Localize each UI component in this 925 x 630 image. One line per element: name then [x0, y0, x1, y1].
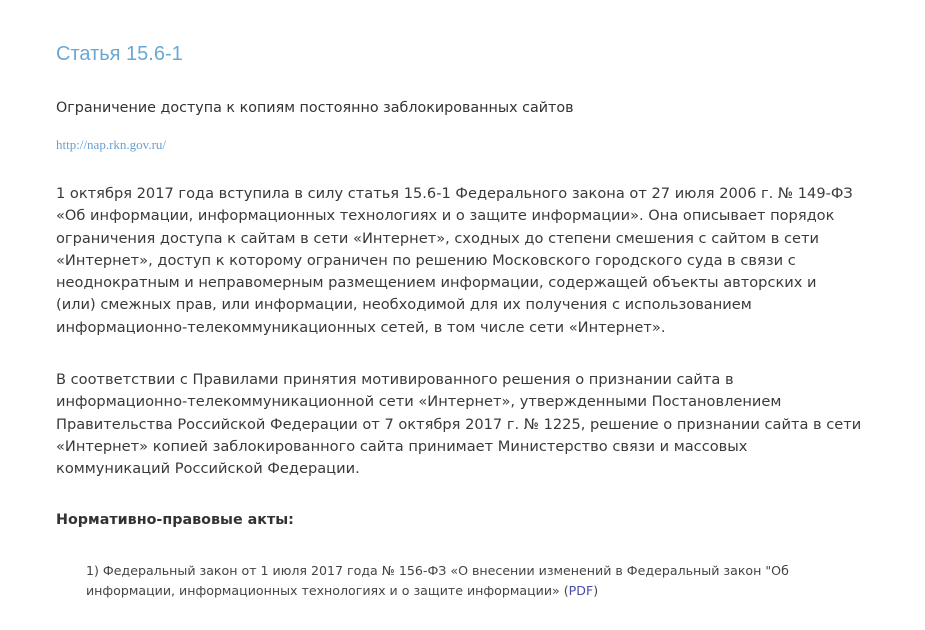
- paragraph-2: [56, 369, 861, 480]
- act-item-line: 1) Федеральный закон от 1 июля 2017 года № 156-ФЗ «О внесении изменений в Федеральный закон "Об: [86, 563, 789, 578]
- paragraph-line: информационно-телекоммуникационных сетей, в том числе сети «Интернет».: [56, 318, 666, 336]
- act-item: [86, 561, 789, 601]
- paragraph-line: неоднократным и неправомерным размещением информации, содержащей объекты авторских и: [56, 274, 817, 292]
- act-item-text-end: ): [593, 583, 599, 598]
- paragraph-line: «Интернет» копией заблокированного сайта принимает Министерство связи и массовых: [56, 437, 748, 455]
- article-subtitle: Ограничение доступа к копиям постоянно заблокированных сайтов: [56, 100, 574, 116]
- pdf-link[interactable]: PDF: [568, 583, 594, 598]
- paragraph-line: 1 октября 2017 года вступила в силу статья 15.6-1 Федерального закона от 27 июля 2006 г. № 149-ФЗ: [56, 185, 853, 202]
- act-item-line: [86, 581, 789, 601]
- source-link[interactable]: http://nap.rkn.gov.ru/: [56, 137, 167, 152]
- acts-heading: Нормативно-правовые акты:: [56, 512, 294, 528]
- paragraph-line: «Об информации, информационных технологиях и о защите информации». Она описывает порядок: [56, 207, 835, 225]
- paragraph-line: «Интернет», доступ к которому ограничен по решению Московского городского суда в связи с: [56, 251, 796, 269]
- paragraph-line: коммуникаций Российской Федерации.: [56, 460, 360, 478]
- paragraph-line: В соответствии с Правилами принятия мотивированного решения о признании сайта в: [56, 371, 734, 388]
- paragraph-line: (или) смежных прав, или информации, необходимой для их получения с использованием: [56, 296, 752, 314]
- paragraph-line: Правительства Российской Федерации от 7 октября 2017 г. № 1225, решение о признании сайта в сети: [56, 415, 862, 433]
- article-heading: Статья 15.6-1: [56, 43, 183, 65]
- paragraph-line: информационно-телекоммуникационной сети «Интернет», утвержденными Постановлением: [56, 393, 782, 411]
- paragraph-line: ограничения доступа к сайтам в сети «Интернет», сходных до степени смешения с сайтом в сети: [56, 229, 819, 247]
- acts-list: [86, 561, 789, 601]
- paragraph-1: [56, 183, 853, 339]
- act-item-text: информации, информационных технологиях и о защите информации» (: [86, 583, 569, 598]
